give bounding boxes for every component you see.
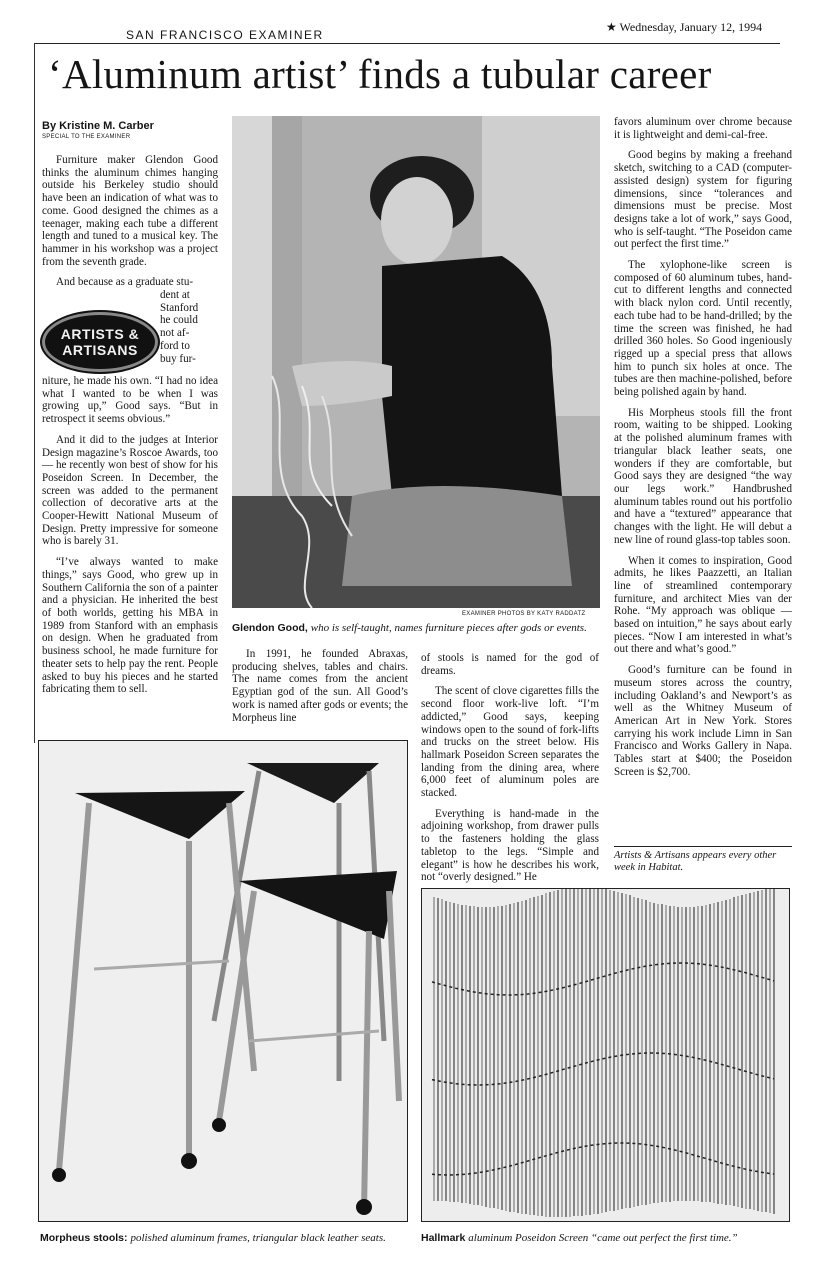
paragraph: The xylophone-like screen is composed of 60 aluminum tubes, hand-cut to different lengths and connected with black nylon cord. Until recently, each tube had to be hand-drilled; by the time the screen was finished, he had drilled 360 holes. So Good ingeniously rigged up a special press that allows him to punch six holes at once. The tubes are then machine-polished, before being polished again by hand. bbox=[614, 259, 792, 399]
dateline: ★ Wednesday, January 12, 1994 bbox=[606, 20, 763, 34]
caption-bold: Hallmark bbox=[421, 1232, 466, 1244]
caption-text: polished aluminum frames, triangular black leather seats. bbox=[130, 1232, 386, 1244]
article-column-3 bbox=[421, 652, 599, 892]
paragraph: And because as a graduate stu- bbox=[56, 276, 194, 289]
wrap-line: dent at bbox=[160, 289, 190, 302]
portrait-illustration bbox=[232, 116, 600, 608]
screen-illustration bbox=[422, 889, 789, 1221]
caption-bold: Morpheus stools: bbox=[40, 1232, 128, 1244]
byline-author: By Kristine M. Carber bbox=[42, 120, 154, 132]
badge-line: ARTISTS & bbox=[60, 326, 140, 342]
caption-text: who is self-taught, names furniture pieces after gods or events. bbox=[310, 622, 587, 634]
photo-credit: EXAMINER PHOTOS BY KATY RADDATZ bbox=[462, 611, 586, 617]
paragraph: Furniture maker Glendon Good thinks the aluminum chimes hanging outside his Berkeley studio should have been an indication of what was to come. Good designed the chimes as a teenager, making each tube a different length and tuned to a musical key. The hammer in his workshop was a project from the seventh grade. bbox=[42, 154, 218, 268]
badge-line: ARTISANS bbox=[62, 342, 138, 358]
paragraph: favors aluminum over chrome because it is lightweight and demi-cal-free. bbox=[614, 116, 792, 141]
paragraph: Everything is hand-made in the adjoining workshop, from drawer pulls to the fasteners holding the glass tabletop to the legs. “Simple and elegant” is how he describes his work, not “overly designed.” He bbox=[421, 807, 599, 884]
caption-text: aluminum Poseidon Screen “came out perfect the first time.” bbox=[468, 1232, 738, 1244]
stools-photo bbox=[38, 740, 408, 1222]
paragraph: And it did to the judges at Interior Design magazine’s Roscoe Awards, too — he recently won best of show for his Poseidon Screen. In December, the screen was added to the permanent collection of decorative arts at the Cooper-Hewitt National Museum of Design. Pretty impressive for someone who is barely 31. bbox=[42, 433, 218, 548]
stools-photo-caption bbox=[40, 1232, 420, 1244]
article-column-4 bbox=[614, 116, 792, 786]
paragraph: “I’ve always wanted to make things,” says Good, who grew up in Southern California the son of a painter and a physician. He inherited the best of both worlds, getting his MBA in 1989 from Stanford with an emphasis on design. When he graduated from business school, he made furniture for theater sets to help pay the rent. People asked to buy his pieces and he started fabricating them to sell. bbox=[42, 556, 218, 696]
headline: ‘Aluminum artist’ finds a tubular career bbox=[48, 51, 712, 97]
tagline-rule bbox=[614, 846, 792, 847]
header-rule bbox=[34, 43, 780, 44]
stools-illustration bbox=[39, 741, 407, 1221]
wrap-line: Stanford bbox=[160, 301, 199, 314]
paragraph: In 1991, he founded Abraxas, producing shelves, tables and chairs. The name comes from the ancient Egyptian god of the sun. All Good’s work is named after gods or events; the Morpheus line bbox=[232, 648, 408, 724]
paragraph: Good begins by making a freehand sketch, switching to a CAD (computer-assisted design) system for figuring dimensions, since “tolerances and dimensions must be precise. Most designs take a lot of work,” says Good, who is self-taught. “The Poseidon came out perfect the first time.” bbox=[614, 149, 792, 251]
paragraph: Good’s furniture can be found in museum stores across the country, including Oakland’s and Newport’s as well as the Whitney Museum of American Art in New York. Stores carrying his work include Limn in San Francisco and Works Gallery in Napa. Tables start at $400; the Poseidon Screen is $2,700. bbox=[614, 664, 792, 778]
wrap-line: ford to bbox=[160, 339, 190, 352]
main-photo-caption bbox=[232, 622, 602, 634]
publication-name: SAN FRANCISCO EXAMINER bbox=[126, 28, 324, 42]
artists-artisans-badge bbox=[42, 312, 158, 372]
caption-bold: Glendon Good, bbox=[232, 622, 308, 634]
screen-photo-caption bbox=[421, 1232, 801, 1244]
series-tagline: Artists & Artisans appears every other week in Habitat. bbox=[614, 850, 777, 873]
poseidon-screen-photo bbox=[421, 888, 790, 1222]
left-rule bbox=[34, 43, 35, 743]
paragraph: niture, he made his own. “I had no idea what I wanted to be when I was growing up,” Good says. “But in retrospect it seems obvious.” bbox=[42, 375, 218, 426]
paragraph: The scent of clove cigarettes fills the second floor work-live loft. “I’m addicted,” Good says, keeping windows open to the sound of fork-lifts and trucks on the street below. His hallmark Poseidon Screen separates the landing from the dining area, where 6,000 feet of aluminum poles are stacked. bbox=[421, 685, 599, 800]
portrait-photo bbox=[232, 116, 600, 608]
article-column-2 bbox=[232, 648, 408, 732]
wrap-line: buy fur- bbox=[160, 352, 196, 365]
paragraph: When it comes to inspiration, Good admits, he likes Paazzetti, an Italian line of streamlined contemporary furniture, and architect Mies van der Rohe. “My approach was oblique — based on intuition,” he says about early pieces. “Now I am interested in what’s out there and what’s good.” bbox=[614, 554, 792, 656]
paragraph: His Morpheus stools fill the front room, waiting to be shipped. Looking at the polished aluminum frames with triangular black leather seats, one wonders if they are comfortable, but Good says they are designed “the way our legs work.” Handbrushed aluminum tables round out his portfolio and have a “textured” appearance that changes with the light. He will debut a new line of round glass-top tables soon. bbox=[614, 406, 792, 546]
paragraph: of stools is named for the god of dreams. bbox=[421, 652, 599, 677]
wrap-line: he could bbox=[160, 314, 198, 327]
byline-credit: SPECIAL TO THE EXAMINER bbox=[42, 134, 131, 140]
article-column-1 bbox=[42, 154, 218, 704]
wrap-line: not af- bbox=[160, 327, 190, 340]
